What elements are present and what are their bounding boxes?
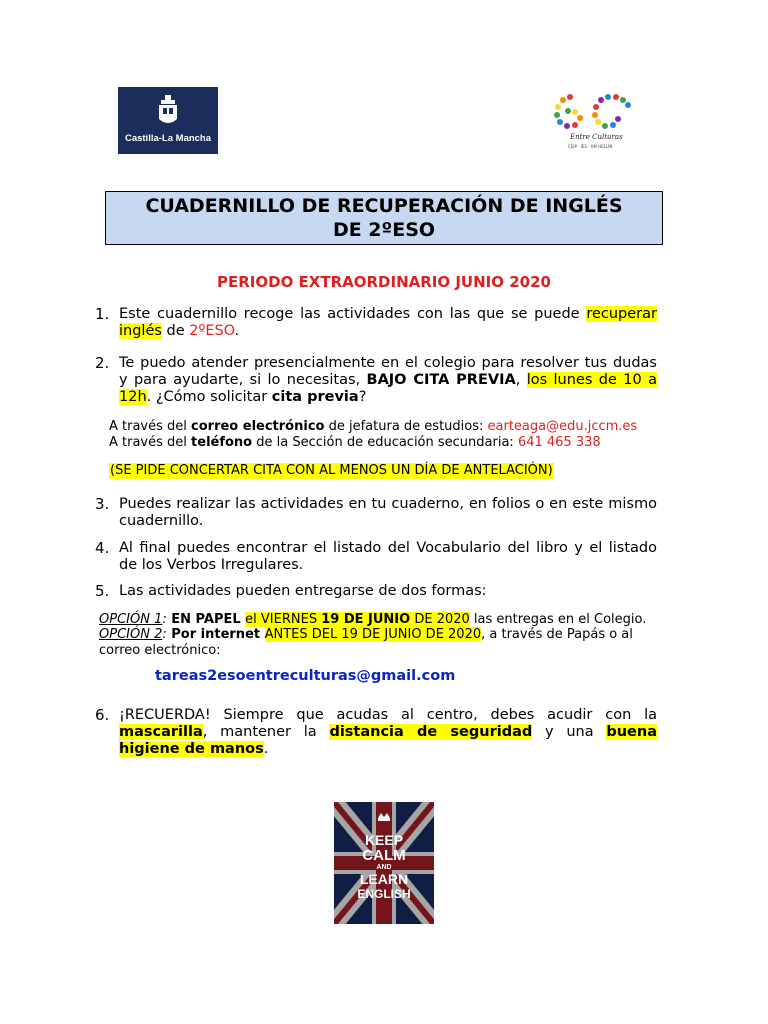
crest-icon bbox=[156, 95, 180, 127]
contact-email-link[interactable]: earteaga@edu.jccm.es bbox=[487, 419, 638, 434]
item-6-text: ¡RECUERDA! Siempre que acudas al centro, debes acudir con la mascarilla, mantener la distancia de seguridad y una buena higiene de manos. bbox=[119, 707, 657, 757]
highlight-lunes: los lunes de 10 a 12h bbox=[119, 372, 658, 405]
highlight-recuperar: recuperar inglés bbox=[119, 306, 657, 339]
appointment-notice: (SE PIDE CONCERTAR CITA CON AL MENOS UN DÍA DE ANTELACIÓN) bbox=[110, 463, 553, 478]
svg-text:CEIP · IES · AM HEL: CEIP · IES · AM HELLÍN bbox=[568, 144, 613, 149]
castilla-la-mancha-logo bbox=[118, 87, 218, 154]
logo-left-text: Castilla-La Mancha bbox=[124, 133, 212, 144]
option-1: OPCIÓN 1: EN PAPEL el VIERNES 19 DE JUNIO DE 2020 las entregas en el Colegio. bbox=[99, 612, 647, 627]
option-2: OPCIÓN 2: Por internet ANTES DEL 19 DE JUNIO DE 2020, a través de Papás o al correo electrónico: bbox=[99, 627, 633, 658]
item-6-number: 6. bbox=[95, 706, 110, 724]
svg-text:Entre Culturas: Entre Culturas bbox=[570, 133, 623, 141]
title-line-2: DE 2ºESO bbox=[332, 219, 436, 241]
item-4-number: 4. bbox=[95, 539, 110, 557]
item-5-number: 5. bbox=[95, 582, 110, 600]
delivery-email-link[interactable]: tareas2esoentreculturas@gmail.com bbox=[155, 668, 456, 684]
item-5-text: Las actividades pueden entregarse de dos formas: bbox=[119, 583, 487, 599]
item-2-text: Te puedo atender presencialmente en el colegio para resolver tus dudas y para ayudarte, si lo necesitas, BAJO CITA PREVIA, los lunes de 10 a 12h. ¿Cómo solicitar cita previa? bbox=[119, 355, 658, 405]
item-4-text: Al final puedes encontrar el listado del Vocabulario del libro y el listado de los Verbos Irregulares. bbox=[119, 540, 657, 573]
item-3-number: 3. bbox=[95, 495, 110, 513]
poster-text: KEEP CALM AND LEARN ENGLISH bbox=[357, 832, 411, 901]
subtitle: PERIODO EXTRAORDINARIO JUNIO 2020 bbox=[217, 273, 551, 291]
entre-culturas-logo bbox=[548, 87, 648, 155]
keep-calm-poster bbox=[334, 802, 434, 924]
item-1-text: Este cuadernillo recoge las actividades con las que se puede recuperar inglés de 2ºESO. bbox=[119, 306, 657, 339]
title-line-1: CUADERNILLO DE RECUPERACIÓN DE INGLÉS bbox=[145, 195, 623, 217]
contact-phone: 641 465 338 bbox=[517, 435, 601, 450]
document-title-box bbox=[105, 191, 663, 245]
item-2-number: 2. bbox=[95, 354, 110, 372]
contact-phone-line: A través del teléfono de la Sección de educación secundaria: 641 465 338 bbox=[109, 435, 601, 450]
item-3-text: Puedes realizar las actividades en tu cuaderno, en folios o en este mismo cuadernillo. bbox=[119, 496, 657, 529]
contact-email-line: A través del correo electrónico de jefatura de estudios: earteaga@edu.jccm.es bbox=[109, 419, 638, 434]
item-1-number: 1. bbox=[95, 305, 110, 323]
